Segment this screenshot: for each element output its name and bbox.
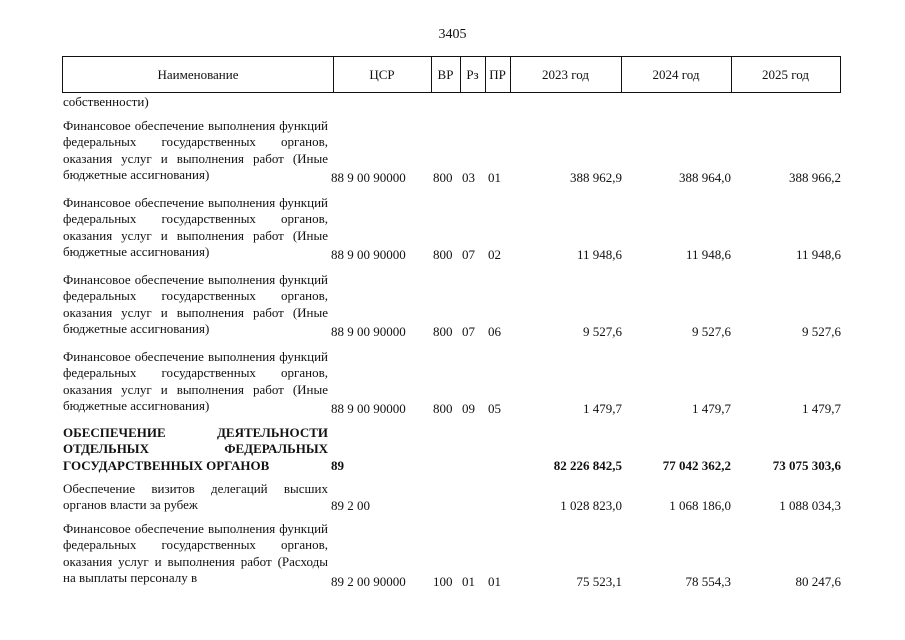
row-csr: 88 9 00 90000: [331, 170, 406, 185]
header-vr: ВР: [437, 67, 454, 82]
row-name: Финансовое обеспечение выполнения функций федеральных государственных органов, оказания услуг и выполнения работ (Иные бюджетные ассигнования): [63, 272, 328, 336]
row-2023: 9 527,6: [583, 324, 622, 339]
row-2023: 82 226 842,5: [553, 458, 622, 473]
row-2024: 77 042 362,2: [662, 458, 731, 473]
row-2023: 1 028 823,0: [560, 498, 622, 513]
row-vr: 800: [433, 170, 453, 185]
row-csr: 88 9 00 90000: [331, 401, 406, 416]
row-2025: 1 479,7: [802, 401, 841, 416]
row-2025: 80 247,6: [795, 574, 841, 589]
page-number: 3405: [438, 27, 467, 42]
row-vr: 800: [433, 401, 453, 416]
row-2024: 1 479,7: [692, 401, 731, 416]
header-csr: ЦСР: [369, 67, 395, 82]
row-csr: 89 2 00 90000: [331, 574, 406, 589]
header-rz: Рз: [466, 67, 479, 82]
row-2024: 11 948,6: [685, 247, 731, 262]
row-rz: 01: [462, 574, 475, 589]
row-2023: 75 523,1: [576, 574, 622, 589]
row-2025: 11 948,6: [795, 247, 841, 262]
header-2024: 2024 год: [652, 67, 700, 82]
row-pr: 05: [488, 401, 501, 416]
row-2025: 9 527,6: [802, 324, 841, 339]
row-rz: 03: [462, 170, 475, 185]
row-2023: 388 962,9: [570, 170, 622, 185]
row-csr: 88 9 00 90000: [331, 324, 406, 339]
row-pr: 02: [488, 247, 501, 262]
row-csr: 89: [331, 458, 344, 473]
row-2025: 1 088 034,3: [779, 498, 841, 513]
row-2023: 1 479,7: [583, 401, 622, 416]
row-vr: 100: [433, 574, 453, 589]
row-name: Финансовое обеспечение выполнения функций федеральных государственных органов, оказания услуг и выполнения работ (Иные бюджетные ассигнования): [63, 118, 328, 182]
row-2024: 388 964,0: [679, 170, 731, 185]
row-rz: 09: [462, 401, 475, 416]
row-pr: 01: [488, 170, 501, 185]
row-name: Финансовое обеспечение выполнения функций федеральных государственных органов, оказания услуг и выполнения работ (Иные бюджетные ассигнования): [63, 349, 328, 413]
row-2025: 73 075 303,6: [772, 458, 841, 473]
row-2024: 1 068 186,0: [669, 498, 731, 513]
header-2023: 2023 год: [542, 67, 589, 82]
row-2025: 388 966,2: [789, 170, 841, 185]
header-name: Наименование: [157, 67, 239, 82]
header-2025: 2025 год: [762, 67, 809, 82]
row-2023: 11 948,6: [576, 247, 622, 262]
row-vr: 800: [433, 324, 453, 339]
row-2024: 9 527,6: [692, 324, 731, 339]
row-pr: 01: [488, 574, 501, 589]
header-pr: ПР: [489, 67, 506, 82]
continuation-text: собственности): [63, 94, 149, 109]
table-header: [62, 56, 841, 93]
row-2024: 78 554,3: [685, 574, 731, 589]
row-rz: 07: [462, 247, 475, 262]
row-name: Финансовое обеспечение выполнения функций федеральных государственных органов, оказания услуг и выполнения работ (Иные бюджетные ассигнования): [63, 195, 328, 259]
row-csr: 88 9 00 90000: [331, 247, 406, 262]
row-name: Финансовое обеспечение выполнения функций федеральных государственных органов, оказания услуг и выполнения работ (Расходы на выплаты персоналу в: [63, 521, 328, 585]
row-vr: 800: [433, 247, 453, 262]
row-name: Обеспечение визитов делегаций высших органов власти за рубеж: [63, 481, 328, 513]
row-rz: 07: [462, 324, 475, 339]
row-name: ОБЕСПЕЧЕНИЕ ДЕЯТЕЛЬНОСТИ ОТДЕЛЬНЫХ ФЕДЕРАЛЬНЫХ ГОСУДАРСТВЕННЫХ ОРГАНОВ: [63, 425, 328, 473]
row-pr: 06: [488, 324, 501, 339]
row-csr: 89 2 00: [331, 498, 370, 513]
